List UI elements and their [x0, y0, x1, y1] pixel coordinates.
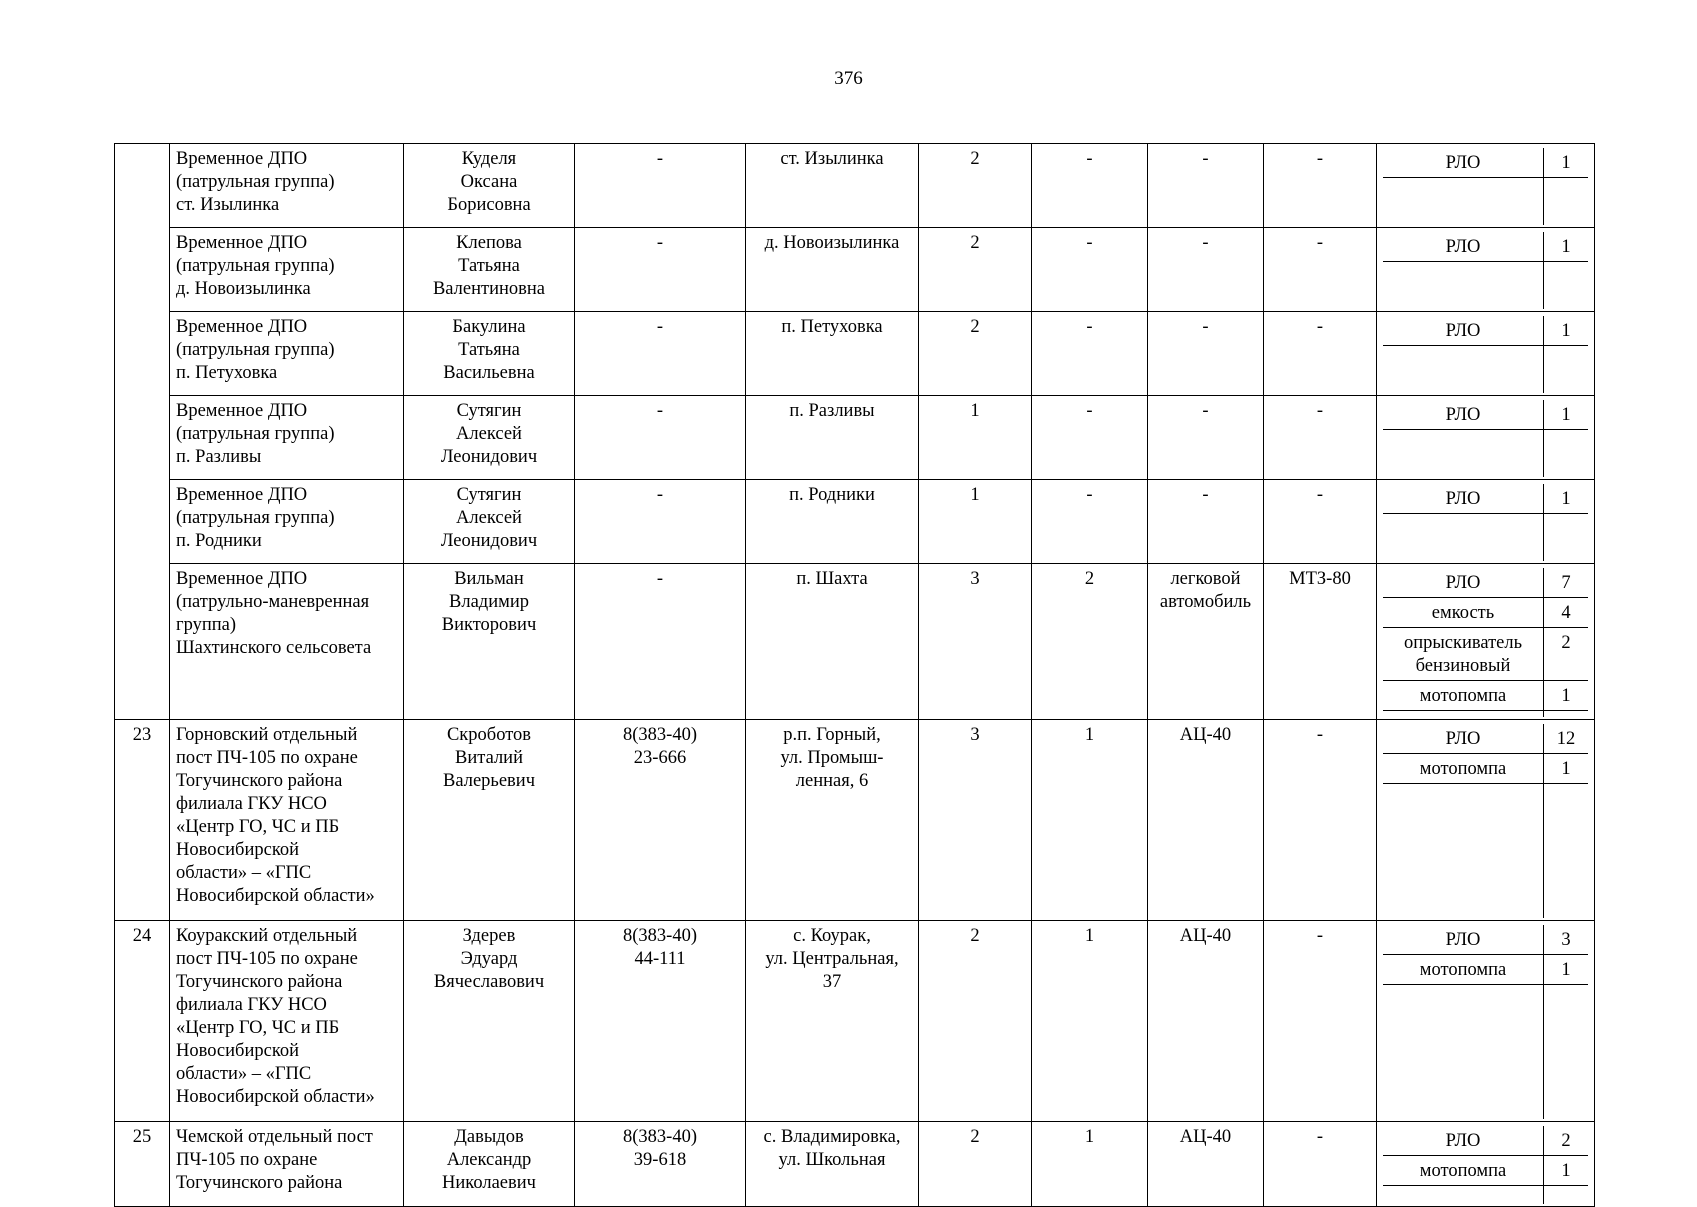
address-line: ст. Изылинка — [780, 149, 884, 169]
name-line: Новосибирской — [176, 1041, 300, 1061]
phone-cell — [575, 1122, 746, 1207]
phone-line: - — [656, 317, 664, 337]
equipment-cell — [1377, 564, 1595, 720]
equipment-name — [1383, 681, 1544, 711]
name-line: п. Родники — [176, 531, 262, 551]
phone-cell — [575, 312, 746, 396]
name-line: Новосибирской области» — [176, 1087, 375, 1107]
equipment-spacer-cell — [1544, 262, 1589, 310]
unit-name-cell — [170, 921, 404, 1122]
equipment-item — [1383, 400, 1588, 430]
address-line: с. Владимировка, — [763, 1127, 901, 1147]
unit-name-cell — [170, 720, 404, 921]
vehicle-count-cell: 2 — [1032, 564, 1148, 720]
equipment-spacer — [1383, 711, 1588, 718]
equipment-cell — [1377, 144, 1595, 228]
table-row — [115, 312, 1595, 396]
equipment-name-line: мотопомпа — [1419, 1161, 1507, 1181]
equipment-item — [1383, 1126, 1588, 1156]
equipment-item — [1383, 1156, 1588, 1186]
staff-count-cell: 2 — [919, 1122, 1032, 1207]
head-line: Виталий — [455, 748, 523, 768]
equipment-name-line: емкость — [1431, 603, 1495, 623]
equipment-name — [1383, 148, 1544, 178]
equipment-name-line: мотопомпа — [1419, 960, 1507, 980]
vehicle-type-cell — [1148, 720, 1264, 921]
unit-name-cell — [170, 1122, 404, 1207]
equipment-spacer-cell — [1544, 178, 1589, 226]
address-cell — [746, 480, 919, 564]
tractor-cell: - — [1264, 228, 1377, 312]
head-line: Александр — [446, 1150, 532, 1170]
name-line: Шахтинского сельсовета — [176, 638, 372, 658]
tractor-cell: МТЗ-80 — [1264, 564, 1377, 720]
staff-count-cell: 2 — [919, 312, 1032, 396]
head-line: Сутягин — [456, 401, 522, 421]
equipment-spacer-cell — [1383, 1186, 1544, 1205]
equipment-cell — [1377, 480, 1595, 564]
equipment-spacer-cell — [1383, 711, 1544, 718]
tractor-cell: - — [1264, 312, 1377, 396]
name-line: (патрульная группа) — [176, 172, 335, 192]
table-row — [115, 720, 1595, 921]
equipment-spacer — [1383, 430, 1588, 478]
unit-name-cell — [170, 144, 404, 228]
equipment-name-line: РЛО — [1445, 573, 1481, 593]
equipment-item — [1383, 232, 1588, 262]
equipment-name — [1383, 1126, 1544, 1156]
vehicle-count-cell: - — [1032, 144, 1148, 228]
phone-cell — [575, 144, 746, 228]
equipment-name — [1383, 232, 1544, 262]
head-line: Викторович — [441, 615, 537, 635]
vehicle_type-line: АЦ-40 — [1179, 725, 1232, 745]
head-line: Леонидович — [440, 447, 538, 467]
phone-line: - — [656, 569, 664, 589]
head-line: Васильевна — [443, 363, 535, 383]
equipment-name-line: РЛО — [1445, 237, 1481, 257]
equipment-name-line: РЛО — [1445, 405, 1481, 425]
equipment-spacer-cell — [1383, 178, 1544, 226]
phone-line: 8(383-40) — [623, 725, 697, 745]
equipment-name-line: мотопомпа — [1419, 686, 1507, 706]
name-line: области» – «ГПС — [176, 863, 312, 883]
phone-cell — [575, 564, 746, 720]
staff-count-cell: 2 — [919, 921, 1032, 1122]
unit-name-cell — [170, 312, 404, 396]
unit-name-cell — [170, 480, 404, 564]
name-line: Новосибирской — [176, 840, 300, 860]
phone-line: - — [656, 149, 664, 169]
address-line: ул. Школьная — [778, 1150, 886, 1170]
name-line: группа) — [176, 615, 237, 635]
head-line: Эдуард — [460, 949, 518, 969]
address-cell — [746, 921, 919, 1122]
name-line: Тогучинского района — [176, 972, 343, 992]
row-number-cell: 25 — [115, 1122, 170, 1207]
head-line: Владимир — [449, 592, 529, 612]
head-name-cell — [404, 720, 575, 921]
name-line: Временное ДПО — [176, 569, 308, 589]
equipment-name — [1383, 400, 1544, 430]
equipment-spacer-cell — [1544, 784, 1589, 919]
name-line: (патрульная группа) — [176, 340, 335, 360]
name-line: пост ПЧ-105 по охране — [176, 949, 358, 969]
equipment-qty: 7 — [1544, 568, 1589, 598]
equipment-item — [1383, 598, 1588, 628]
equipment-list — [1383, 316, 1588, 393]
staff-count-cell: 1 — [919, 480, 1032, 564]
name-line: (патрульная группа) — [176, 508, 335, 528]
name-line: (патрульная группа) — [176, 424, 335, 444]
staff-count-cell: 2 — [919, 228, 1032, 312]
name-line: Временное ДПО — [176, 485, 308, 505]
address-cell — [746, 312, 919, 396]
equipment-list — [1383, 400, 1588, 477]
equipment-spacer-cell — [1383, 262, 1544, 310]
head-name-cell — [404, 396, 575, 480]
vehicle-type-cell — [1148, 1122, 1264, 1207]
name-line: Временное ДПО — [176, 149, 308, 169]
address-cell — [746, 720, 919, 921]
address-cell — [746, 1122, 919, 1207]
name-line: п. Петуховка — [176, 363, 278, 383]
staff-count-cell: 3 — [919, 564, 1032, 720]
name-line: Тогучинского района — [176, 771, 343, 791]
name-line: области» – «ГПС — [176, 1064, 312, 1084]
equipment-name-line: опрыскиватель — [1403, 633, 1523, 653]
phone-cell — [575, 396, 746, 480]
equipment-item — [1383, 628, 1588, 681]
head-line: Давыдов — [454, 1127, 524, 1147]
equipment-item — [1383, 754, 1588, 784]
table-row — [115, 1122, 1595, 1207]
equipment-spacer — [1383, 178, 1588, 226]
name-line: Временное ДПО — [176, 233, 308, 253]
equipment-cell — [1377, 720, 1595, 921]
equipment-spacer-cell — [1544, 711, 1589, 718]
equipment-cell — [1377, 1122, 1595, 1207]
row-number-cell: 23 — [115, 720, 170, 921]
equipment-item — [1383, 724, 1588, 754]
head-line: Здерев — [462, 926, 516, 946]
equipment-item — [1383, 316, 1588, 346]
equipment-name-line: РЛО — [1445, 729, 1481, 749]
head-line: Клепова — [456, 233, 522, 253]
vehicle-type-cell — [1148, 144, 1264, 228]
name-line: «Центр ГО, ЧС и ПБ — [176, 1018, 340, 1038]
equipment-qty: 1 — [1544, 316, 1589, 346]
address-cell — [746, 564, 919, 720]
name-line: Временное ДПО — [176, 317, 308, 337]
head-line: Татьяна — [458, 256, 520, 276]
tractor-cell: - — [1264, 921, 1377, 1122]
vehicle-count-cell: - — [1032, 228, 1148, 312]
head-line: Валентиновна — [432, 279, 546, 299]
equipment-name-line: РЛО — [1445, 321, 1481, 341]
head-name-cell — [404, 921, 575, 1122]
head-line: Оксана — [460, 172, 518, 192]
page-number: 376 — [834, 68, 863, 89]
address-line: с. Коурак, — [793, 926, 871, 946]
equipment-name — [1383, 598, 1544, 628]
name-line: п. Разливы — [176, 447, 262, 467]
equipment-qty: 12 — [1544, 724, 1589, 754]
phone-line: - — [656, 401, 664, 421]
vehicle_type-line: - — [1202, 233, 1209, 253]
equipment-item — [1383, 568, 1588, 598]
name-line: Горновский отдельный — [176, 725, 358, 745]
equipment-qty: 1 — [1544, 484, 1589, 514]
equipment-spacer — [1383, 346, 1588, 394]
equipment-name-line: РЛО — [1445, 930, 1481, 950]
vehicle-type-cell — [1148, 396, 1264, 480]
vehicle-count-cell: 1 — [1032, 921, 1148, 1122]
head-name-cell — [404, 144, 575, 228]
equipment-list — [1383, 724, 1588, 918]
equipment-qty: 1 — [1544, 681, 1589, 711]
vehicle_type-line: - — [1202, 149, 1209, 169]
table-row — [115, 144, 1595, 228]
address-line: р.п. Горный, — [783, 725, 881, 745]
table-row — [115, 921, 1595, 1122]
equipment-spacer-cell — [1383, 784, 1544, 919]
row-number-cell: 24 — [115, 921, 170, 1122]
equipment-cell — [1377, 312, 1595, 396]
phone-line: 23-666 — [633, 748, 687, 768]
vehicle_type-line: - — [1202, 401, 1209, 421]
resources-table — [114, 143, 1595, 1207]
tractor-cell: - — [1264, 1122, 1377, 1207]
equipment-qty: 1 — [1544, 148, 1589, 178]
equipment-list — [1383, 484, 1588, 561]
equipment-spacer — [1383, 514, 1588, 562]
head-line: Алексей — [456, 508, 522, 528]
unit-name-cell — [170, 228, 404, 312]
name-line: филиала ГКУ НСО — [176, 995, 327, 1015]
head-line: Леонидович — [440, 531, 538, 551]
table-row — [115, 396, 1595, 480]
phone-line: - — [656, 485, 664, 505]
head-name-cell — [404, 564, 575, 720]
vehicle-type-cell — [1148, 564, 1264, 720]
equipment-qty: 2 — [1544, 628, 1589, 681]
equipment-spacer-cell — [1544, 985, 1589, 1120]
address-line: п. Разливы — [789, 401, 875, 421]
vehicle-type-cell — [1148, 480, 1264, 564]
equipment-name-line: РЛО — [1445, 153, 1481, 173]
equipment-name-line: бензиновый — [1415, 656, 1511, 676]
equipment-spacer-cell — [1383, 514, 1544, 562]
address-line: ленная, 6 — [795, 771, 869, 791]
phone-line: 39-618 — [633, 1150, 687, 1170]
tractor-cell: - — [1264, 480, 1377, 564]
equipment-name — [1383, 628, 1544, 681]
head-name-cell — [404, 1122, 575, 1207]
vehicle_type-line: автомобиль — [1159, 592, 1252, 612]
equipment-qty: 4 — [1544, 598, 1589, 628]
vehicle_type-line: АЦ-40 — [1179, 926, 1232, 946]
equipment-qty: 3 — [1544, 925, 1589, 955]
staff-count-cell: 2 — [919, 144, 1032, 228]
equipment-qty: 1 — [1544, 1156, 1589, 1186]
equipment-spacer-cell — [1544, 346, 1589, 394]
name-line: Временное ДПО — [176, 401, 308, 421]
address-line: п. Шахта — [796, 569, 868, 589]
address-line: п. Родники — [789, 485, 875, 505]
table-row — [115, 480, 1595, 564]
table-row — [115, 564, 1595, 720]
address-line: 37 — [822, 972, 842, 992]
head-line: Алексей — [456, 424, 522, 444]
equipment-spacer-cell — [1544, 1186, 1589, 1205]
equipment-qty: 1 — [1544, 955, 1589, 985]
equipment-list — [1383, 148, 1588, 225]
phone-line: - — [656, 233, 664, 253]
address-cell — [746, 228, 919, 312]
address-line: ул. Центральная, — [765, 949, 899, 969]
equipment-name — [1383, 568, 1544, 598]
tractor-cell: - — [1264, 396, 1377, 480]
staff-count-cell: 3 — [919, 720, 1032, 921]
name-line: Тогучинского района — [176, 1173, 343, 1193]
equipment-spacer — [1383, 985, 1588, 1120]
phone-line: 8(383-40) — [623, 926, 697, 946]
name-line: д. Новоизылинка — [176, 279, 311, 299]
equipment-cell — [1377, 228, 1595, 312]
name-line: Коуракский отдельный — [176, 926, 358, 946]
unit-name-cell — [170, 564, 404, 720]
phone-cell — [575, 720, 746, 921]
equipment-name — [1383, 724, 1544, 754]
table-row — [115, 228, 1595, 312]
vehicle-count-cell: - — [1032, 480, 1148, 564]
equipment-cell — [1377, 396, 1595, 480]
head-line: Бакулина — [452, 317, 526, 337]
equipment-name — [1383, 754, 1544, 784]
phone-line: 8(383-40) — [623, 1127, 697, 1147]
head-name-cell — [404, 228, 575, 312]
tractor-cell: - — [1264, 144, 1377, 228]
equipment-spacer — [1383, 1186, 1588, 1205]
head-line: Николаевич — [442, 1173, 536, 1193]
vehicle_type-line: - — [1202, 317, 1209, 337]
vehicle-type-cell — [1148, 921, 1264, 1122]
vehicle-count-cell: 1 — [1032, 1122, 1148, 1207]
equipment-name — [1383, 925, 1544, 955]
name-line: (патрульно-маневренная — [176, 592, 370, 612]
name-line: ст. Изылинка — [176, 195, 280, 215]
equipment-spacer-cell — [1544, 430, 1589, 478]
head-line: Куделя — [461, 149, 517, 169]
address-line: ул. Промыш- — [780, 748, 884, 768]
equipment-qty: 1 — [1544, 400, 1589, 430]
equipment-qty: 1 — [1544, 754, 1589, 784]
head-line: Валерьевич — [443, 771, 535, 791]
vehicle_type-line: легковой — [1170, 569, 1241, 589]
equipment-spacer — [1383, 262, 1588, 310]
equipment-item — [1383, 955, 1588, 985]
equipment-item — [1383, 925, 1588, 955]
phone-cell — [575, 480, 746, 564]
name-line: пост ПЧ-105 по охране — [176, 748, 358, 768]
head-line: Вячеславович — [433, 972, 545, 992]
equipment-list — [1383, 568, 1588, 717]
equipment-name-line: РЛО — [1445, 489, 1481, 509]
equipment-item — [1383, 148, 1588, 178]
address-line: д. Новоизылинка — [764, 233, 900, 253]
name-line: «Центр ГО, ЧС и ПБ — [176, 817, 340, 837]
address-cell — [746, 144, 919, 228]
head-line: Вильман — [454, 569, 524, 589]
tractor-cell: - — [1264, 720, 1377, 921]
equipment-spacer-cell — [1383, 346, 1544, 394]
name-line: филиала ГКУ НСО — [176, 794, 327, 814]
equipment-name-line: мотопомпа — [1419, 759, 1507, 779]
equipment-qty: 1 — [1544, 232, 1589, 262]
equipment-list — [1383, 925, 1588, 1119]
phone-line: 44-111 — [634, 949, 686, 969]
name-line: (патрульная группа) — [176, 256, 335, 276]
phone-cell — [575, 921, 746, 1122]
name-line: ПЧ-105 по охране — [176, 1150, 318, 1170]
head-name-cell — [404, 480, 575, 564]
head-line: Сутягин — [456, 485, 522, 505]
equipment-name — [1383, 484, 1544, 514]
equipment-spacer — [1383, 784, 1588, 919]
vehicle-count-cell: 1 — [1032, 720, 1148, 921]
name-line: Чемской отдельный пост — [176, 1127, 373, 1147]
equipment-cell — [1377, 921, 1595, 1122]
head-line: Скроботов — [446, 725, 532, 745]
equipment-list — [1383, 232, 1588, 309]
equipment-item — [1383, 484, 1588, 514]
head-name-cell — [404, 312, 575, 396]
equipment-list — [1383, 1126, 1588, 1204]
head-line: Татьяна — [458, 340, 520, 360]
equipment-spacer-cell — [1544, 514, 1589, 562]
name-line: Новосибирской области» — [176, 886, 375, 906]
equipment-qty: 2 — [1544, 1126, 1589, 1156]
vehicle-type-cell — [1148, 312, 1264, 396]
head-line: Борисовна — [447, 195, 531, 215]
equipment-name-line: РЛО — [1445, 1131, 1481, 1151]
equipment-spacer-cell — [1383, 985, 1544, 1120]
vehicle_type-line: АЦ-40 — [1179, 1127, 1232, 1147]
address-cell — [746, 396, 919, 480]
equipment-name — [1383, 316, 1544, 346]
staff-count-cell: 1 — [919, 396, 1032, 480]
equipment-spacer-cell — [1383, 430, 1544, 478]
equipment-item — [1383, 681, 1588, 711]
equipment-name — [1383, 955, 1544, 985]
vehicle-count-cell: - — [1032, 396, 1148, 480]
unit-name-cell — [170, 396, 404, 480]
row-number-cell — [115, 144, 170, 720]
phone-cell — [575, 228, 746, 312]
vehicle-type-cell — [1148, 228, 1264, 312]
equipment-name — [1383, 1156, 1544, 1186]
address-line: п. Петуховка — [781, 317, 883, 337]
vehicle_type-line: - — [1202, 485, 1209, 505]
vehicle-count-cell: - — [1032, 312, 1148, 396]
